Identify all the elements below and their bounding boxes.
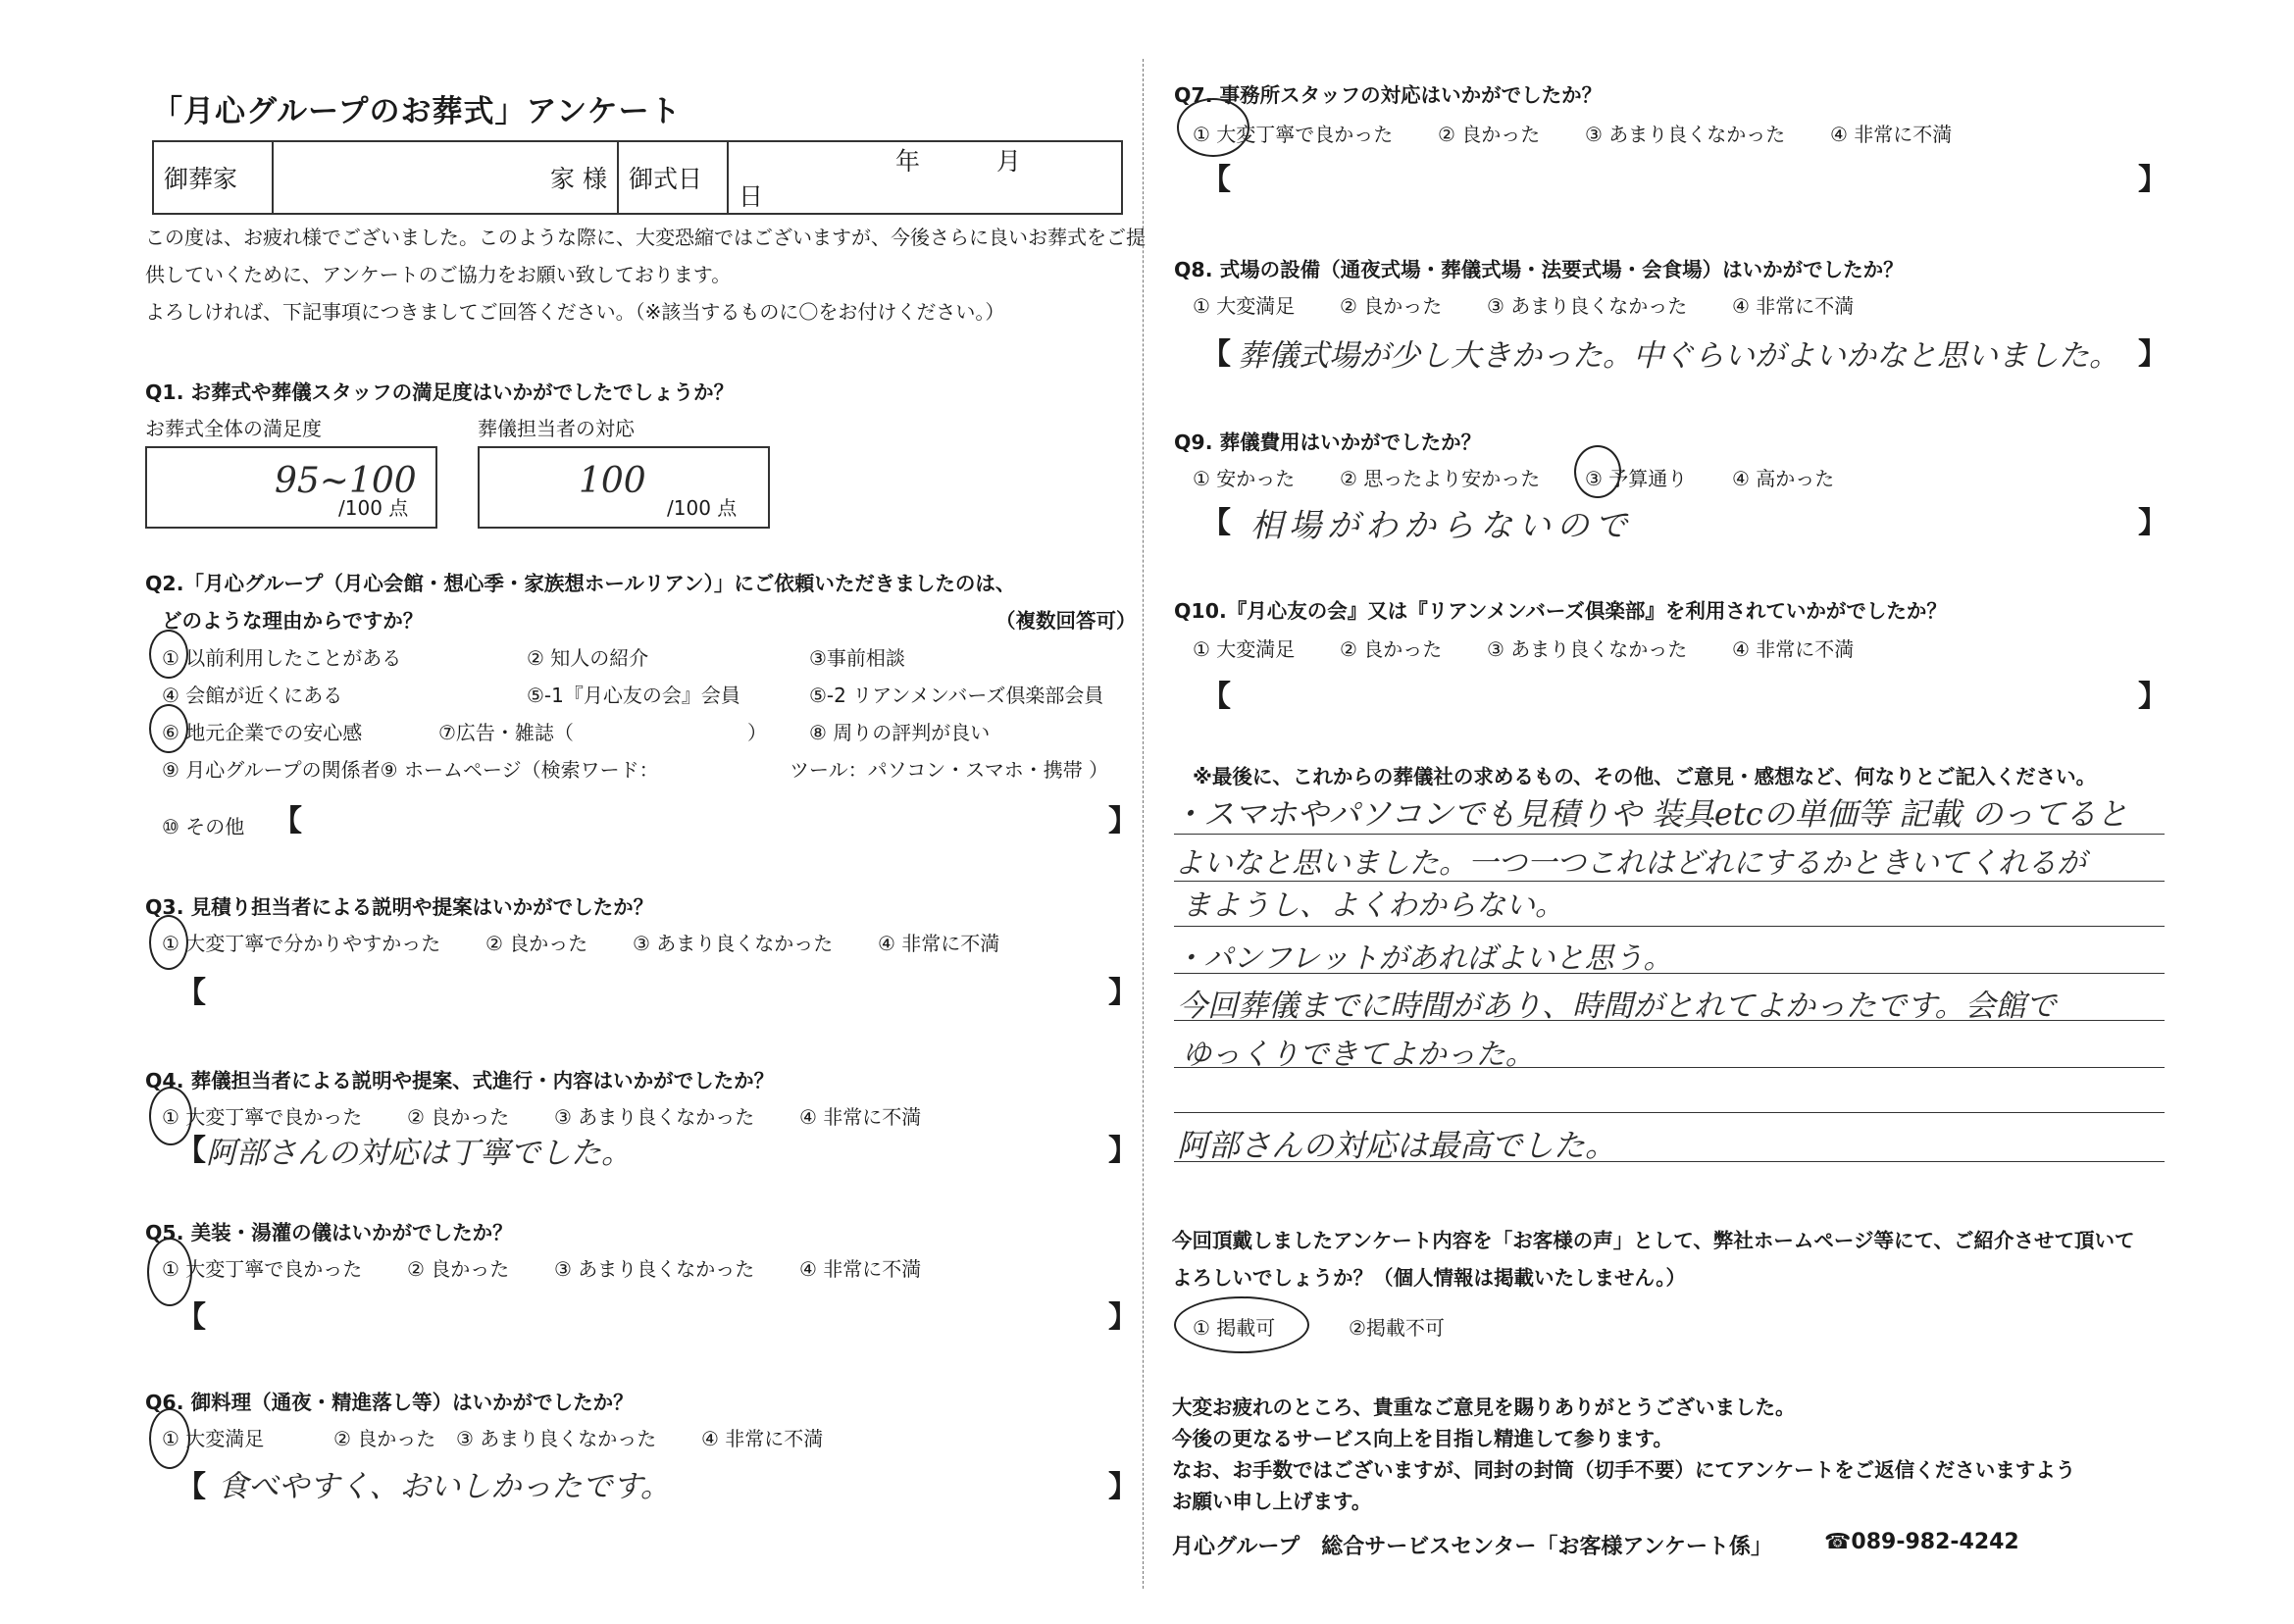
q4-option-2[interactable]: ② 良かった: [407, 1105, 510, 1129]
closing-line-2: 今後の更なるサービス向上を目指し精進して参ります。: [1172, 1427, 1673, 1450]
final-rule-8: [1174, 1161, 2165, 1162]
closing-line-4: お願い申し上げます。: [1172, 1490, 1372, 1513]
q4-bracket-open: 【: [177, 1134, 206, 1168]
q8-bracket-open: 【: [1201, 337, 1231, 372]
q1-overall-label: お葬式全体の満足度: [145, 417, 322, 440]
q5-option-3[interactable]: ③ あまり良くなかった: [554, 1257, 755, 1281]
intro-line-1: この度は、お疲れ様でございました。このような際に、大変恐縮ではございますが、今後さらに良いお葬式をご提: [145, 226, 1146, 249]
q9-option-3[interactable]: ③ 予算通り: [1585, 467, 1688, 490]
q3-bracket-close: 】: [1108, 976, 1138, 1010]
q9-option-4[interactable]: ④ 高かった: [1732, 467, 1835, 490]
column-divider: [1143, 59, 1144, 1589]
q6-label: Q6. 御料理（通夜・精進落し等）はいかがでしたか？: [145, 1391, 634, 1414]
header-table: [152, 140, 1123, 215]
q3-option-4[interactable]: ④ 非常に不満: [878, 932, 1000, 955]
q9-label: Q9. 葬儀費用はいかがでしたか？: [1174, 431, 1482, 454]
q7-option-1-circle: [1177, 98, 1249, 157]
q9-answer[interactable]: 相場がわからないので: [1250, 506, 1633, 544]
q2-option-6[interactable]: ⑥ 地元企業での安心感: [162, 721, 363, 744]
q4-label: Q4. 葬儀担当者による説明や提案、式進行・内容はいかがでしたか？: [145, 1069, 775, 1092]
q2-option-8[interactable]: ⑧ 周りの評判が良い: [809, 721, 991, 744]
q6-bracket-close: 】: [1108, 1470, 1138, 1504]
q8-option-4[interactable]: ④ 非常に不満: [1732, 294, 1855, 318]
q10-option-4[interactable]: ④ 非常に不満: [1732, 637, 1855, 661]
q3-option-3[interactable]: ③ あまり良くなかった: [633, 932, 834, 955]
q4-bracket-close: 】: [1108, 1134, 1138, 1168]
q1-overall-answer: 95~100: [275, 461, 417, 501]
q7-label: Q7. 事務所スタッフの対応はいかがでしたか？: [1174, 83, 1603, 107]
q2-option-2[interactable]: ② 知人の紹介: [527, 646, 649, 670]
intro-line-2: 供していくために、アンケートのご協力をお願い致しております。: [145, 263, 732, 286]
q1-staff-unit: /100 点: [667, 496, 738, 520]
q6-option-1[interactable]: ① 大変満足: [162, 1427, 265, 1450]
q10-option-2[interactable]: ② 良かった: [1340, 637, 1443, 661]
family-label: 御葬家: [153, 141, 273, 214]
q5-option-2[interactable]: ② 良かった: [407, 1257, 510, 1281]
q6-option-4[interactable]: ④ 非常に不満: [701, 1427, 824, 1450]
q8-option-1[interactable]: ① 大変満足: [1193, 294, 1296, 318]
final-line-3: まようし、よくわからない。: [1182, 888, 1564, 923]
q5-bracket-open: 【: [177, 1300, 206, 1335]
final-rule-4: [1174, 973, 2165, 974]
month-label: 月: [995, 147, 1021, 176]
q9-option-1[interactable]: ① 安かった: [1193, 467, 1296, 490]
q10-label: Q10.『月心友の会』又は『リアンメンバーズ倶楽部』を利用されていかがでしたか？: [1174, 599, 1947, 623]
final-line-4: ・パンフレットがあればよいと思う。: [1174, 941, 1673, 976]
q9-bracket-close: 】: [2138, 506, 2167, 540]
q9-option-3-circle: [1574, 445, 1621, 498]
q8-option-2[interactable]: ② 良かった: [1340, 294, 1443, 318]
q7-bracket-close: 】: [2138, 163, 2167, 197]
q3-option-2[interactable]: ② 良かった: [485, 932, 588, 955]
footer-phone[interactable]: ☎089-982-4242: [1824, 1530, 2019, 1554]
intro-line-3: よろしければ、下記事項につきましてご回答ください。（※該当するものに〇をお付けください。）: [145, 300, 1005, 324]
final-line-5: 今回葬儀までに時間があり、時間がとれてよかったです。会館で: [1177, 989, 2057, 1024]
final-rule-1: [1174, 834, 2165, 835]
q5-option-1[interactable]: ① 大変丁寧で良かった: [162, 1257, 363, 1281]
q6-bracket-open: 【: [177, 1470, 206, 1504]
q2-option-4[interactable]: ④ 会館が近くにある: [162, 684, 343, 707]
publish-option-1-circle: [1174, 1296, 1309, 1353]
final-line-1: ・スマホやパソコンでも見積りや 装具etcの単価等 記載 のってると: [1172, 795, 2128, 833]
final-rule-3: [1174, 926, 2165, 927]
q2-option-7-close: ）: [747, 721, 767, 744]
q7-option-3[interactable]: ③ あまり良くなかった: [1585, 123, 1786, 146]
final-rule-7: [1174, 1112, 2165, 1113]
q10-option-3[interactable]: ③ あまり良くなかった: [1487, 637, 1688, 661]
q3-option-1-circle: [149, 915, 188, 970]
q8-label: Q8. 式場の設備（通夜式場・葬儀式場・法要式場・会食場）はいかがでしたか？: [1174, 258, 1904, 281]
q3-label: Q3. 見積り担当者による説明や提案はいかがでしたか？: [145, 895, 654, 919]
footer-org: 月心グループ 総合サービスセンター「お客様アンケート係」: [1172, 1535, 1773, 1559]
q1-label: Q1. お葬式や葬儀スタッフの満足度はいかがでしたでしょうか？: [145, 381, 735, 404]
q4-option-3[interactable]: ③ あまり良くなかった: [554, 1105, 755, 1129]
q3-bracket-open: 【: [177, 976, 206, 1010]
q9-option-2[interactable]: ② 思ったより安かった: [1340, 467, 1541, 490]
publish-option-1[interactable]: ① 掲載可: [1193, 1316, 1276, 1340]
q2-option-5-2[interactable]: ⑤-2 リアンメンバーズ倶楽部会員: [809, 684, 1104, 707]
q8-option-3[interactable]: ③ あまり良くなかった: [1487, 294, 1688, 318]
q5-bracket-close: 】: [1108, 1300, 1138, 1335]
q8-bracket-close: 】: [2138, 337, 2167, 372]
q5-option-4[interactable]: ④ 非常に不満: [799, 1257, 922, 1281]
publish-text-1: 今回頂戴しましたアンケート内容を「お客様の声」として、弊社ホームページ等にて、ご紹介させて頂いて: [1172, 1229, 2135, 1252]
q6-option-3[interactable]: ③ あまり良くなかった: [456, 1427, 657, 1450]
final-label: ※最後に、これからの葬儀社の求めるもの、その他、ご意見・感想など、何なりとご記入ください。: [1193, 765, 2097, 788]
q2-option-5-1[interactable]: ⑤-1『月心友の会』会員: [527, 684, 740, 707]
q2-option-7[interactable]: ⑦広告・雑誌（: [438, 721, 574, 744]
closing-line-3: なお、お手数ではございますが、同封の封筒（切手不要）にてアンケートをご返信くださいますよう: [1172, 1458, 2076, 1482]
final-rule-6: [1174, 1067, 2165, 1068]
year-label: 年: [895, 147, 921, 176]
q2-other-bracket-close: 】: [1108, 804, 1138, 838]
q4-option-4[interactable]: ④ 非常に不満: [799, 1105, 922, 1129]
q2-other-bracket-open: 【: [273, 804, 302, 838]
q7-option-2[interactable]: ② 良かった: [1438, 123, 1541, 146]
q7-option-1[interactable]: ① 大変丁寧で良かった: [1193, 123, 1394, 146]
q9-bracket-open: 【: [1201, 506, 1231, 540]
q2-option-6-circle: [149, 704, 188, 753]
date-label: 御式日: [618, 141, 728, 214]
q10-bracket-close: 】: [2138, 680, 2167, 714]
q6-option-2[interactable]: ② 良かった: [333, 1427, 436, 1450]
q2-option-1[interactable]: ① 以前利用したことがある: [162, 646, 402, 670]
q2-option-9[interactable]: ⑨ 月心グループの関係者⑨ ホームページ（検索ワード：: [162, 758, 659, 782]
q2-label: Q2.「月心グループ（月心会館・想心季・家族想ホールリアン）」にご依頼いただきましたのは、: [145, 572, 1016, 595]
q5-label: Q5. 美装・湯灌の儀はいかがでしたか？: [145, 1221, 513, 1244]
date-field[interactable]: [728, 141, 1122, 214]
closing-line-1: 大変お疲れのところ、貴重なご意見を賜りありがとうございました。: [1172, 1396, 1796, 1419]
q4-option-1[interactable]: ① 大変丁寧で良かった: [162, 1105, 363, 1129]
q3-option-1[interactable]: ① 大変丁寧で分かりやすかった: [162, 932, 441, 955]
publish-option-2[interactable]: ②掲載不可: [1349, 1316, 1445, 1340]
q7-bracket-open: 【: [1201, 163, 1231, 197]
q10-bracket-open: 【: [1201, 680, 1231, 714]
q2-option-9-tool: ツール：パソコン・スマホ・携帯 ）: [790, 758, 1109, 782]
final-line-8: 阿部さんの対応は最高でした。: [1177, 1127, 1617, 1164]
q4-answer[interactable]: 阿部さんの対応は丁寧でした。: [206, 1136, 632, 1171]
survey-title: 「月心グループのお葬式」アンケート: [152, 94, 682, 129]
q2-option-10[interactable]: ⑩ その他: [162, 815, 245, 838]
q7-option-4[interactable]: ④ 非常に不満: [1830, 123, 1953, 146]
q6-option-1-circle: [149, 1408, 190, 1469]
q1-staff-label: 葬儀担当者の対応: [478, 417, 635, 440]
q1-staff-answer: 100: [579, 461, 646, 501]
q10-option-1[interactable]: ① 大変満足: [1193, 637, 1296, 661]
final-line-2: よいなと思いました。一つ一つこれはどれにするかときいてくれるが: [1174, 846, 2086, 881]
q2-option-3[interactable]: ③事前相談: [809, 646, 905, 670]
q2-option-1-circle: [149, 630, 188, 679]
family-field[interactable]: [273, 141, 618, 214]
q2-multi-note: （複数回答可）: [995, 609, 1137, 633]
q2-label-2: どのような理由からですか？: [162, 609, 424, 633]
final-rule-5: [1174, 1020, 2165, 1021]
day-label: 日: [739, 182, 764, 211]
final-line-6: ゆっくりできてよかった。: [1182, 1038, 1535, 1072]
publish-text-2: よろしいでしょうか？（個人情報は掲載いたしません。）: [1172, 1266, 1686, 1290]
q6-answer[interactable]: 食べやすく、おいしかったです。: [218, 1469, 671, 1504]
q8-answer[interactable]: 葬儀式場が少し大きかった。中ぐらいがよいかなと思いました。: [1238, 338, 2119, 374]
family-suffix: 家 様: [550, 165, 607, 193]
q1-overall-unit: /100 点: [338, 496, 409, 520]
